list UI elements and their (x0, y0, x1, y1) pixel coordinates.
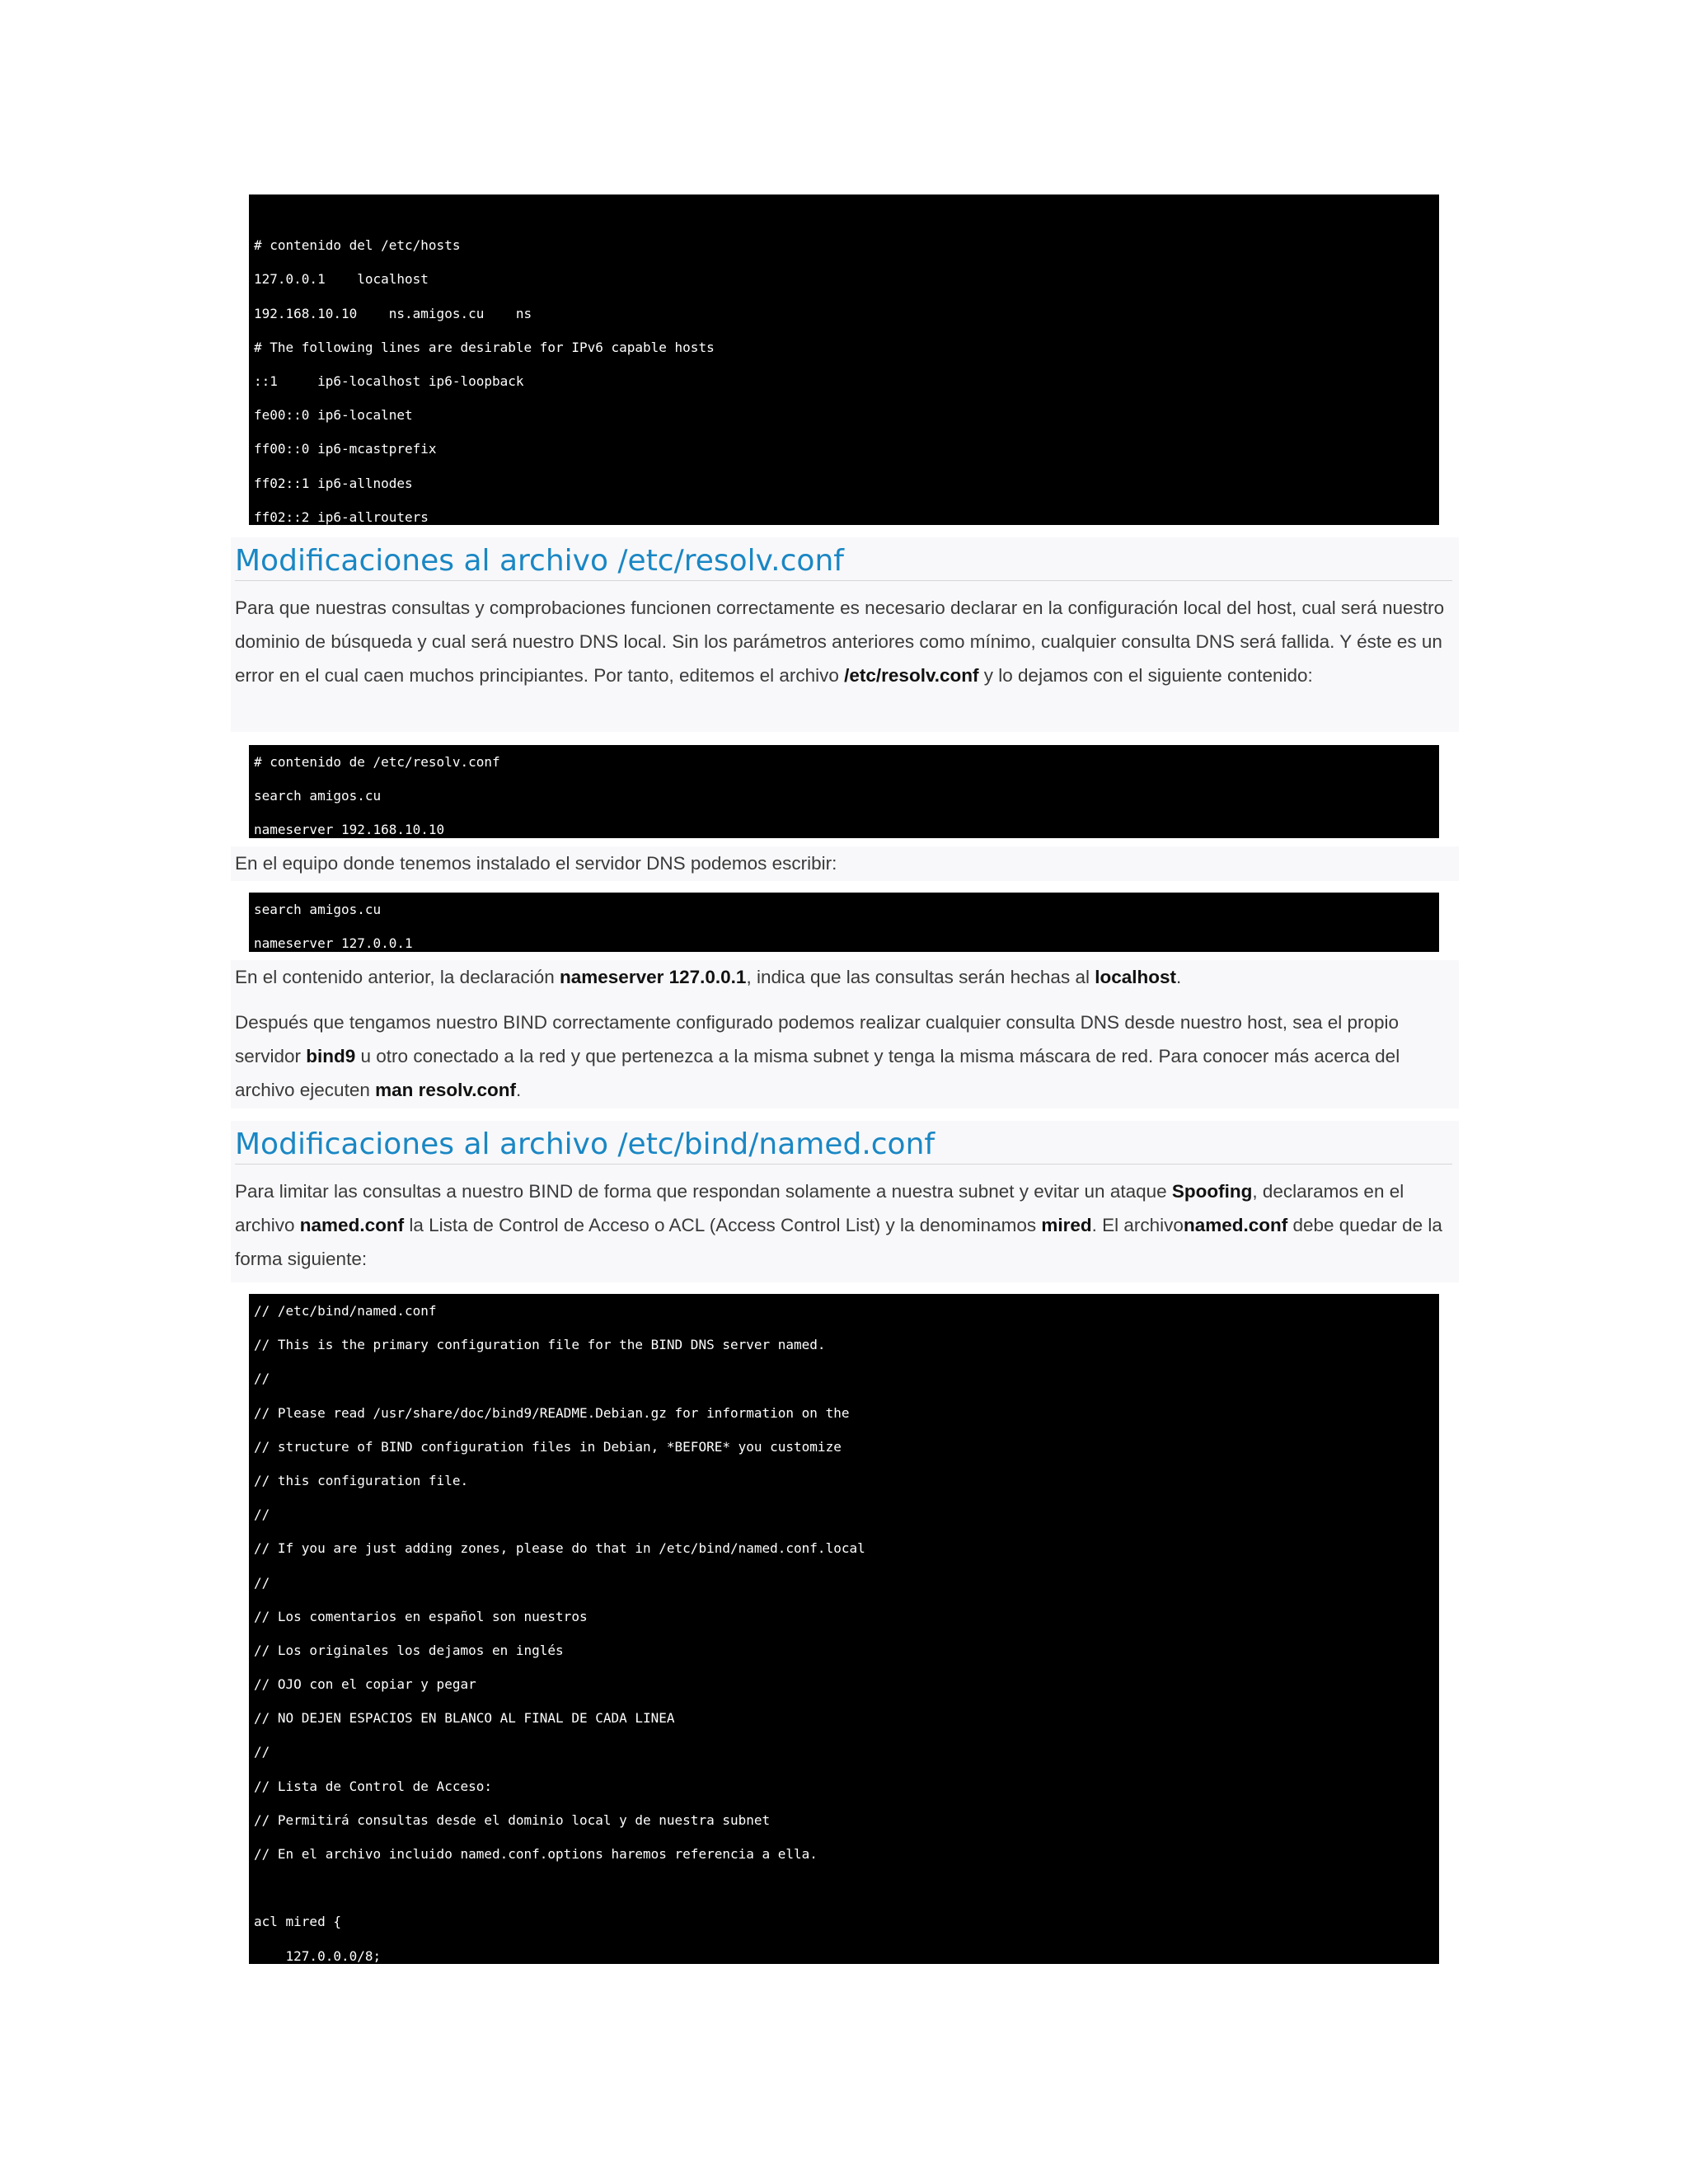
bind-config-paragraph: Después que tengamos nuestro BIND correctamente configurado podemos realizar cualquier consulta DNS desde nuestro host, sea el propio servidor bind9 u otro conectado a la red y que pertenezca a la misma subnet y tenga la misma máscara de red. Para conocer más acerca del archivo ejecuten man resolv.conf. (235, 1012, 1400, 1100)
code-line: nameserver 192.168.10.10 (254, 822, 445, 838)
code-line: search amigos.cu (254, 788, 382, 804)
named-conf-section (231, 1121, 1459, 1282)
code-line: ff02::2 ip6-allrouters (254, 509, 429, 525)
code-line (254, 194, 1439, 228)
code-line: # contenido del /etc/hosts (254, 237, 461, 254)
code-line: // Los originales los dejamos en inglés (254, 1642, 564, 1658)
code-line: // Los comentarios en español son nuestros (254, 1608, 588, 1624)
resolv-server-code-block (249, 893, 1439, 952)
resolv-code-block (249, 745, 1439, 838)
code-line: // (254, 1744, 270, 1760)
nameserver-note (231, 960, 1459, 1108)
code-line: ff00::0 ip6-mcastprefix (254, 441, 437, 457)
code-line: fe00::0 ip6-localnet (254, 407, 413, 424)
code-line: // structure of BIND configuration files in Debian, *BEFORE* you customize (254, 1438, 842, 1455)
section-heading-named: Modificaciones al archivo /etc/bind/named.conf (235, 1121, 1452, 1165)
nameserver-paragraph: En el contenido anterior, la declaración nameserver 127.0.0.1, indica que las consultas serán hechas al localhost. (235, 967, 1182, 987)
section-heading-resolv: Modificaciones al archivo /etc/resolv.conf (235, 537, 1452, 581)
code-line: acl mired { (254, 1914, 341, 1930)
code-line: nameserver 127.0.0.1 (254, 935, 413, 952)
code-line: search amigos.cu (254, 902, 382, 917)
hosts-code-block (249, 194, 1439, 525)
resolv-intro-paragraph: Para que nuestras consultas y comprobaciones funcionen correctamente es necesario declarar en la configuración local del host, cual será nuestro dominio de búsqueda y cual será nuestro DNS local. Sin los parámetros anteriores como mínimo, cualquier consulta DNS será fallida. Y éste es un error en el cual caen muchos principiantes. Por tanto, editemos el archivo /etc/resolv.conf y lo dejamos con el siguiente contenido: (235, 598, 1445, 686)
code-line: // Lista de Control de Acceso: (254, 1778, 492, 1794)
code-line: // En el archivo incluido named.conf.options haremos referencia a ella. (254, 1846, 818, 1862)
code-line: # The following lines are desirable for IPv6 capable hosts (254, 339, 715, 355)
code-line: ::1 ip6-localhost ip6-loopback (254, 373, 524, 389)
resolv-intro-section (231, 537, 1459, 732)
code-line: // this configuration file. (254, 1472, 469, 1488)
named-conf-code-block (249, 1294, 1439, 1964)
code-line: 127.0.0.1 localhost (254, 271, 429, 288)
code-line: // If you are just adding zones, please do that in /etc/bind/named.conf.local (254, 1540, 865, 1557)
code-line: // NO DEJEN ESPACIOS EN BLANCO AL FINAL DE CADA LINEA (254, 1710, 675, 1727)
code-line: # contenido de /etc/resolv.conf (254, 754, 500, 770)
code-line: // This is the primary configuration file for the BIND DNS server named. (254, 1337, 826, 1353)
code-line: // Permitirá consultas desde el dominio local y de nuestra subnet (254, 1811, 771, 1828)
code-line: 127.0.0.0/8; (254, 1947, 382, 1964)
code-line: // (254, 1507, 270, 1523)
code-line: // OJO con el copiar y pegar (254, 1676, 476, 1693)
code-line: // (254, 1574, 270, 1591)
code-line: // (254, 1371, 270, 1387)
dns-server-note: En el equipo donde tenemos instalado el servidor DNS podemos escribir: (231, 846, 1459, 881)
code-line: // /etc/bind/named.conf (254, 1303, 437, 1319)
named-conf-paragraph: Para limitar las consultas a nuestro BIND de forma que respondan solamente a nuestra subnet y evitar un ataque Spoofing, declaramos en el archivo named.conf la Lista de Control de Acceso o ACL (Access Control List) y la denominamos mired. El archivonamed.conf debe quedar de la forma siguiente: (235, 1181, 1442, 1269)
code-line: 192.168.10.10 ns.amigos.cu ns (254, 305, 532, 321)
code-line (254, 1871, 1439, 1905)
code-line: // Please read /usr/share/doc/bind9/README.Debian.gz for information on the (254, 1404, 850, 1421)
code-line: ff02::1 ip6-allnodes (254, 475, 413, 491)
